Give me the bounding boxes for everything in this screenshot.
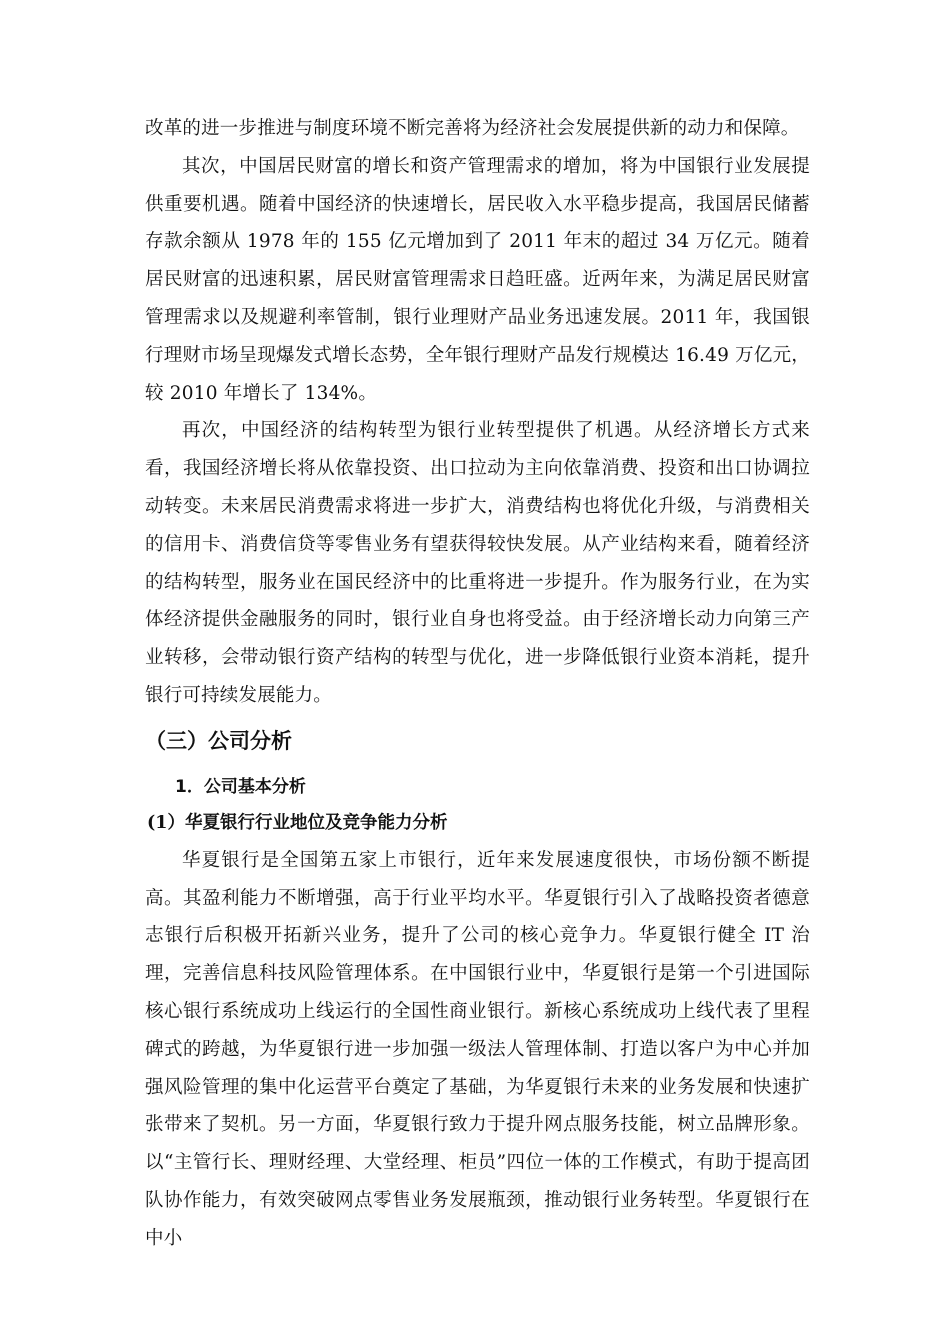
subsubsection-heading: (1）华夏银行行业地位及竞争能力分析 <box>147 812 448 833</box>
body-paragraph: 再次，中国经济的结构转型为银行业转型提供了机遇。从经济增长方式来看，我国经济增长将从依靠投资、出口拉动为主向依靠消费、投资和出口协调拉动转变。未来居民消费需求将进一步扩大，消费结构也将优化升级，与消费相关的信用卡、消费信贷等零售业务有望获得较快发展。从产业结构来看，随着经济的结构转型，服务业在国民经济中的比重将进一步提升。作为服务行业，在为实体经济提供金融服务的同时，银行业自身也将受益。由于经济增长动力向第三产业转移，会带动银行资产结构的转型与优化，进一步降低银行业资本消耗，提升银行可持续发展能力。 <box>145 420 810 706</box>
section-heading: （三）公司分析 <box>145 728 292 753</box>
body-paragraph: 其次，中国居民财富的增长和资产管理需求的增加，将为中国银行业发展提供重要机遇。随着中国经济的快速增长，居民收入水平稳步提高，我国居民储蓄存款余额从 1978 年的 155 亿元增加到了 2011 年末的超过 34 万亿元。随着居民财富的迅速积累，居民财富管理需求日趋旺盛。近两年来，为满足居民财富管理需求以及规避利率管制，银行业理财产品业务迅速发展。2011 年，我国银行理财市场呈现爆发式增长态势，全年银行理财产品发行规模达 16.49 万亿元，较 2010 年增长了 134%。 <box>145 155 810 404</box>
body-paragraph: 华夏银行是全国第五家上市银行，近年来发展速度很快，市场份额不断提高。其盈利能力不断增强，高于行业平均水平。华夏银行引入了战略投资者德意志银行后积极开拓新兴业务，提升了公司的核心竞争力。华夏银行健全 IT 治理，完善信息科技风险管理体系。在中国银行业中，华夏银行是第一个引进国际核心银行系统成功上线运行的全国性商业银行。新核心系统成功上线代表了里程碑式的跨越，为华夏银行进一步加强一级法人管理体制、打造以客户为中心并加强风险管理的集中化运营平台奠定了基础，为华夏银行未来的业务发展和快速扩张带来了契机。另一方面，华夏银行致力于提升网点服务技能，树立品牌形象。以“主管行长、理财经理、大堂经理、柜员”四位一体的工作模式，有助于提高团队协作能力，有效突破网点零售业务发展瓶颈，推动银行业务转型。华夏银行在中小 <box>145 849 810 1249</box>
document-page <box>145 110 810 1258</box>
body-paragraph: 改革的进一步推进与制度环境不断完善将为经济社会发展提供新的动力和保障。 <box>145 118 800 139</box>
subsection-heading: 1．公司基本分析 <box>175 776 306 797</box>
